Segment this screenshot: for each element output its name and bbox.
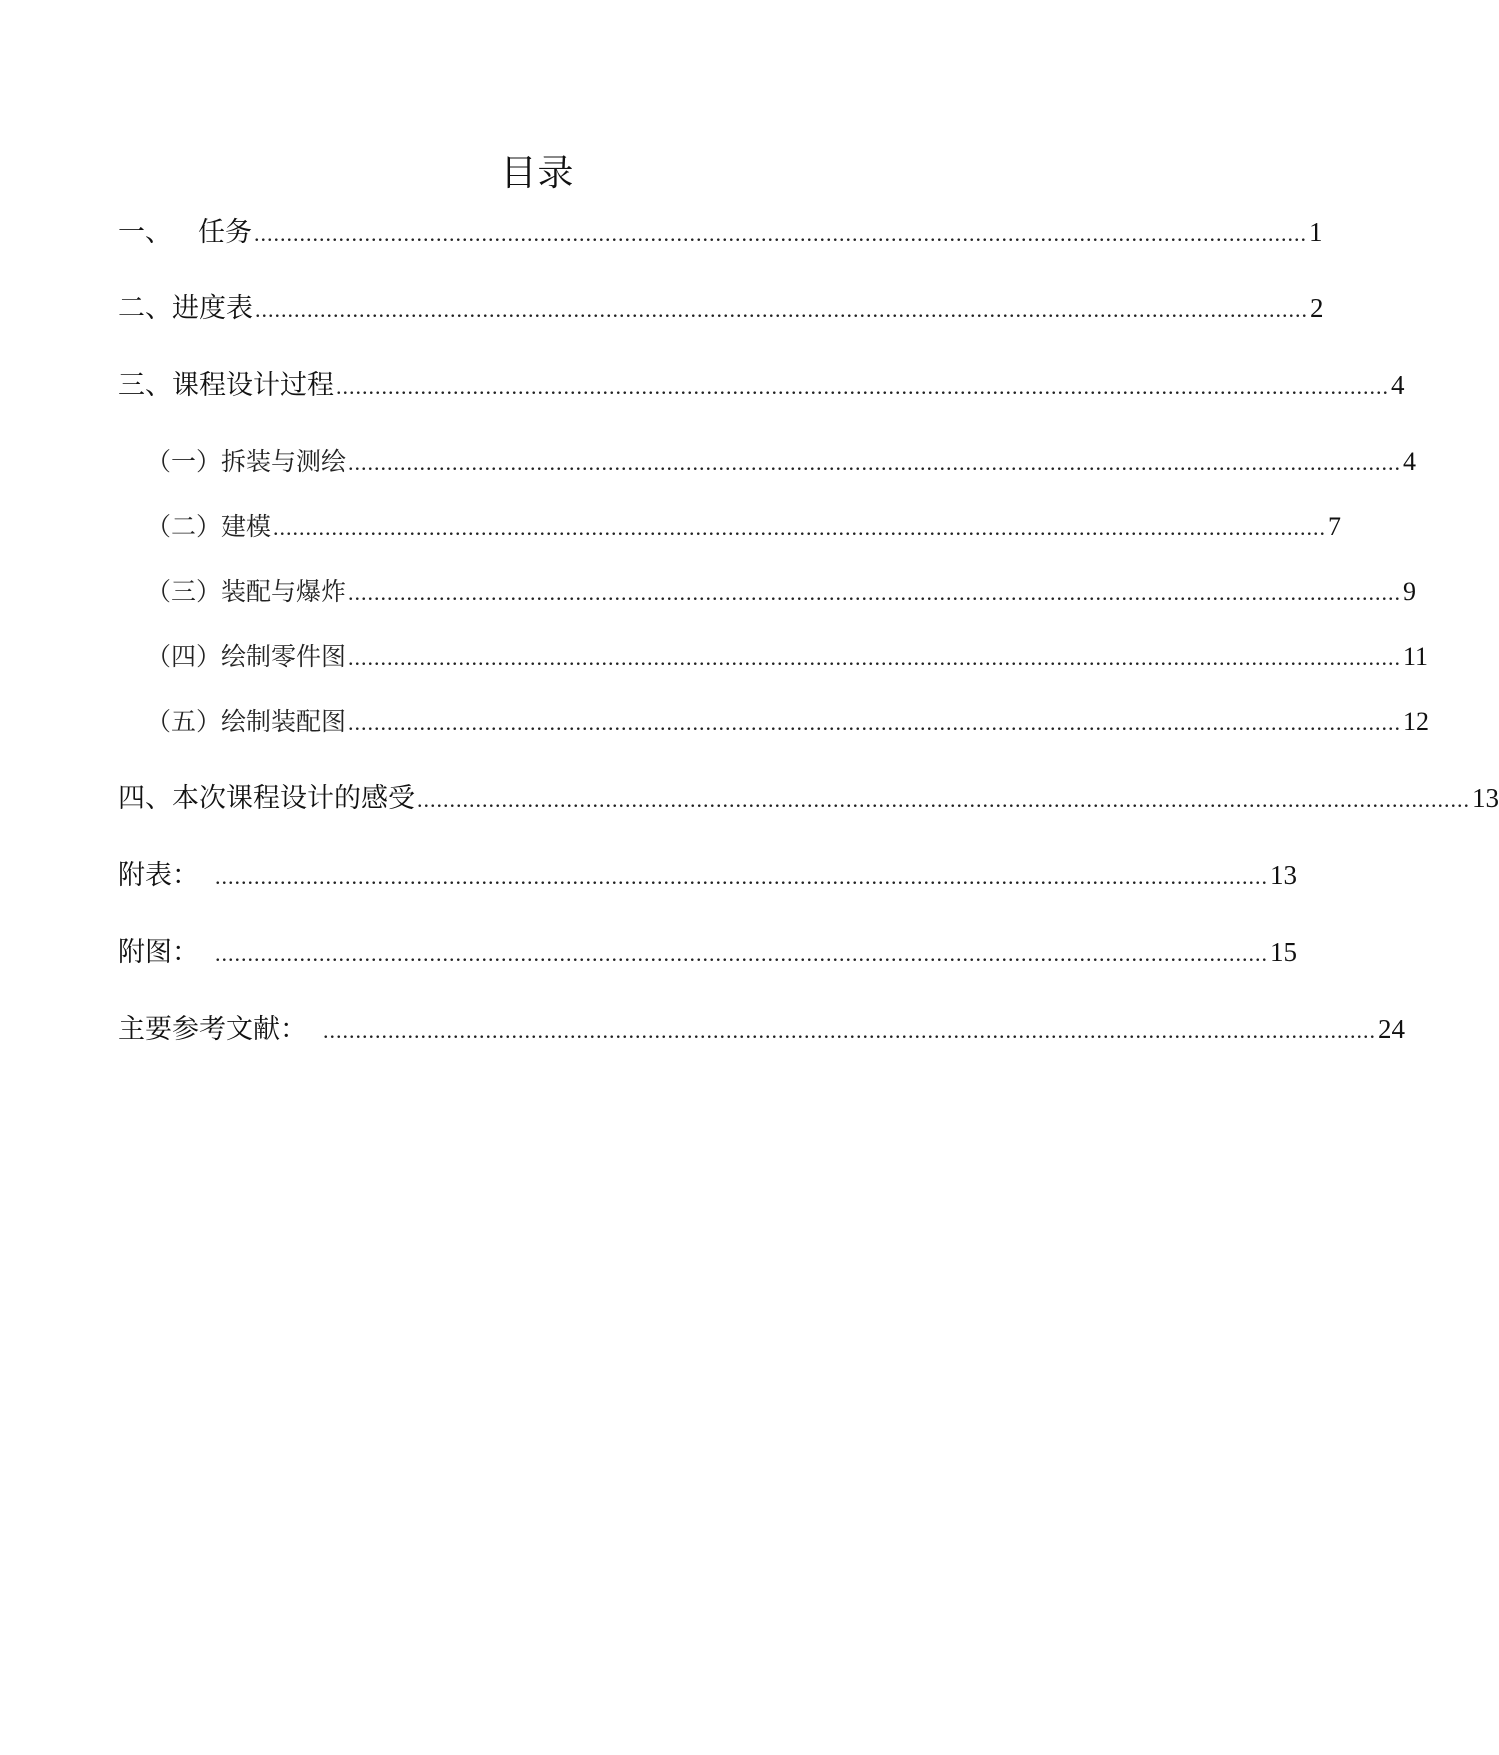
toc-entry-label: （五）绘制装配图 — [146, 707, 347, 736]
toc-page-number: 4 — [1391, 370, 1405, 400]
toc-entry-label: （一）拆装与测绘 — [146, 447, 347, 476]
toc-entry-references[interactable] — [118, 1009, 1405, 1049]
toc-entry-task[interactable] — [118, 212, 1323, 252]
toc-entry-reflection[interactable] — [118, 778, 1499, 818]
toc-page-number: 1 — [1309, 217, 1323, 247]
toc-leader-dots: .................................................................................................................................................................. — [348, 580, 1402, 605]
toc-entry-label: 主要参考文献： — [118, 1014, 307, 1045]
toc-entry-part-drawing[interactable] — [146, 637, 1429, 677]
toc-entry-disassembly[interactable] — [146, 442, 1417, 482]
toc-entry-label: 一、 — [118, 217, 172, 248]
toc-entry-label: 附表： — [118, 860, 199, 891]
toc-entry-label-extra: 任务 — [198, 217, 252, 248]
toc-entry-label: （三）装配与爆炸 — [146, 577, 347, 606]
toc-page-number: 9 — [1403, 577, 1417, 606]
toc-entry-appendix-figures[interactable] — [118, 932, 1297, 972]
toc-leader-dots: .................................................................................................................................................................. — [323, 1018, 1376, 1043]
toc-entry-label: 四、本次课程设计的感受 — [118, 783, 415, 814]
toc-page-number: 4 — [1403, 447, 1417, 476]
toc-page-number: 13 — [1472, 783, 1499, 813]
toc-entry-modeling[interactable] — [146, 507, 1342, 547]
toc-leader-dots: .................................................................................................................................................................. — [336, 374, 1389, 399]
toc-entry-label: （四）绘制零件图 — [146, 642, 347, 671]
toc-leader-dots: .................................................................................................................................................................. — [348, 645, 1402, 670]
toc-page-number: 2 — [1310, 293, 1324, 323]
toc-leader-dots: .................................................................................................................................................................. — [348, 710, 1402, 735]
toc-title: 目录 — [500, 153, 575, 194]
toc-leader-dots: .................................................................................................................................................................. — [215, 941, 1268, 966]
toc-entry-label: 三、课程设计过程 — [118, 370, 334, 401]
toc-page-number: 7 — [1328, 512, 1342, 541]
toc-entry-design-process[interactable] — [118, 365, 1405, 405]
toc-page-number: 24 — [1378, 1014, 1405, 1044]
toc-entry-schedule[interactable] — [118, 288, 1324, 328]
toc-leader-dots: .................................................................................................................................................................. — [273, 515, 1327, 540]
toc-entry-label: 附图： — [118, 937, 199, 968]
toc-page-number: 11 — [1403, 642, 1429, 671]
toc-page-number: 15 — [1270, 937, 1297, 967]
toc-page-number: 12 — [1403, 707, 1430, 736]
toc-leader-dots: .................................................................................................................................................................. — [254, 221, 1307, 246]
toc-entry-assembly-explosion[interactable] — [146, 572, 1417, 612]
toc-leader-dots: .................................................................................................................................................................. — [417, 787, 1470, 812]
toc-entry-appendix-tables[interactable] — [118, 855, 1297, 895]
toc-entry-assembly-drawing[interactable] — [146, 702, 1430, 742]
toc-entry-label: 二、进度表 — [118, 293, 253, 324]
toc-leader-dots: .................................................................................................................................................................. — [348, 450, 1402, 475]
toc-leader-dots: .................................................................................................................................................................. — [255, 297, 1308, 322]
toc-leader-dots: .................................................................................................................................................................. — [215, 864, 1268, 889]
toc-entry-label: （二）建模 — [146, 512, 272, 541]
toc-page-number: 13 — [1270, 860, 1297, 890]
